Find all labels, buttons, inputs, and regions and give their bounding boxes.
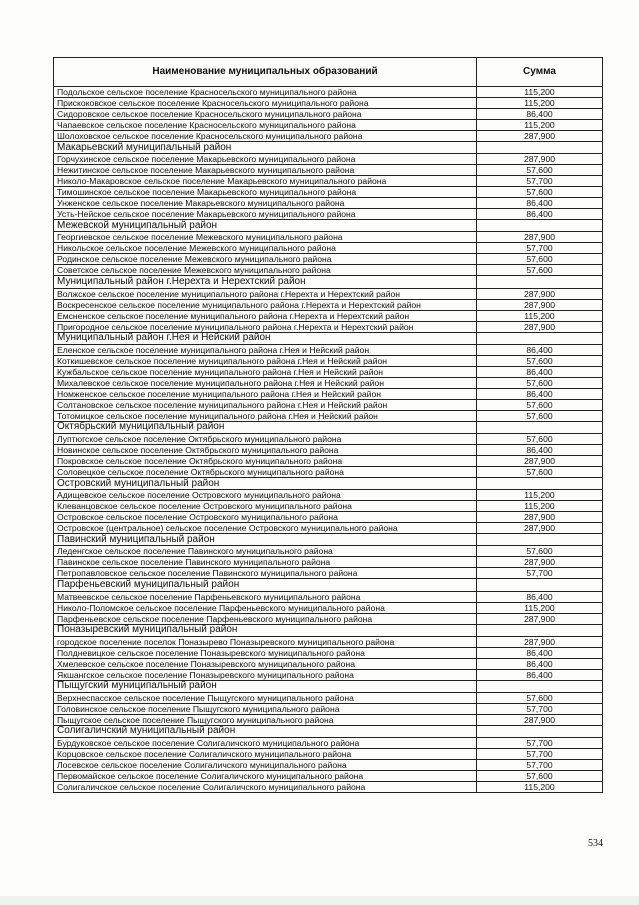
sum-cell: 57,600: [477, 433, 603, 444]
sum-cell: [477, 579, 603, 591]
table-row: [54, 714, 603, 725]
settlement-name: Пригородное сельское поселение муниципального района г.Нерехта и Нерехтский район: [54, 321, 477, 332]
sum-cell: 287,900: [477, 714, 603, 725]
allocation-table: [53, 57, 603, 793]
settlement-name: Прискоковское сельское поселение Красносельского муниципального района: [54, 98, 477, 109]
table-row: [54, 209, 603, 220]
settlement-name: городское поселение поселок Поназырево Поназыревского муниципального района: [54, 636, 477, 647]
sum-cell: [477, 534, 603, 546]
settlement-name: Островское (центральное) сельское поселение Островского муниципального района: [54, 523, 477, 534]
settlement-name: Солигаличское сельское поселение Солигаличского муниципального района: [54, 782, 477, 793]
settlement-name: Родинское сельское поселение Межевского муниципального района: [54, 254, 477, 265]
district-name: Пыщугский муниципальный район: [54, 680, 477, 692]
settlement-name: Солтановское сельское поселение муниципального района г.Нея и Нейский район: [54, 399, 477, 410]
table-row: [54, 232, 603, 243]
settlement-name: Никольское сельское поселение Межевского муниципального района: [54, 243, 477, 254]
table-row: [54, 321, 603, 332]
district-name: Октябрьский муниципальный район: [54, 421, 477, 433]
table-row: [54, 466, 603, 477]
settlement-name: Сидоровское сельское поселение Красносельского муниципального района: [54, 109, 477, 120]
header-municipality-name: Наименование муниципальных образований: [54, 58, 477, 87]
sum-cell: 57,700: [477, 176, 603, 187]
table-row: [54, 433, 603, 444]
table-header-row: [54, 58, 603, 87]
settlement-name: Кужбальское сельское поселение муниципального района г.Нея и Нейский район: [54, 366, 477, 377]
table-row: [54, 299, 603, 310]
sum-cell: [477, 276, 603, 288]
settlement-name: Коткишевское сельское поселение муниципального района г.Нея и Нейский район: [54, 355, 477, 366]
table-row: [54, 109, 603, 120]
sum-cell: 86,400: [477, 444, 603, 455]
sum-cell: 57,700: [477, 760, 603, 771]
district-group-row: [54, 276, 603, 288]
sum-cell: [477, 142, 603, 154]
table-row: [54, 176, 603, 187]
sum-cell: 86,400: [477, 366, 603, 377]
sum-cell: 57,600: [477, 546, 603, 557]
table-row: [54, 243, 603, 254]
settlement-name: Тотомицкое сельское поселение муниципального района г.Нея и Нейский район: [54, 410, 477, 421]
sum-cell: 57,600: [477, 692, 603, 703]
district-group-row: [54, 725, 603, 737]
settlement-name: Петропавловское сельское поселение Павинского муниципального района: [54, 568, 477, 579]
district-name: Парфеньевский муниципальный район: [54, 579, 477, 591]
settlement-name: Михалевское сельское поселение муниципального района г.Нея и Нейский район: [54, 377, 477, 388]
sum-cell: 57,600: [477, 466, 603, 477]
table-row: [54, 198, 603, 209]
settlement-name: Георгиевское сельское поселение Межевского муниципального района: [54, 232, 477, 243]
district-group-row: [54, 332, 603, 344]
sum-cell: 57,600: [477, 265, 603, 276]
sum-cell: 287,900: [477, 613, 603, 624]
district-name: Островский муниципальный район: [54, 477, 477, 489]
sum-cell: [477, 220, 603, 232]
sum-cell: 57,700: [477, 738, 603, 749]
district-group-row: [54, 624, 603, 636]
settlement-name: Соловецкое сельское поселение Октябрьского муниципального района: [54, 466, 477, 477]
settlement-name: Емсненское сельское поселение муниципального района г.Нерехта и Нерехтский район: [54, 310, 477, 321]
sum-cell: 115,200: [477, 120, 603, 131]
sum-cell: 287,900: [477, 523, 603, 534]
district-group-row: [54, 421, 603, 433]
settlement-name: Чапаевское сельское поселение Красносельского муниципального района: [54, 120, 477, 131]
sum-cell: 287,900: [477, 232, 603, 243]
settlement-name: Головинское сельское поселение Пыщугского муниципального района: [54, 703, 477, 714]
table-row: [54, 647, 603, 658]
settlement-name: Николо-Макаровское сельское поселение Макарьевского муниципального района: [54, 176, 477, 187]
table-row: [54, 355, 603, 366]
settlement-name: Лосевское сельское поселение Солигаличского муниципального района: [54, 760, 477, 771]
table-row: [54, 131, 603, 142]
table-row: [54, 523, 603, 534]
sum-cell: 57,700: [477, 243, 603, 254]
district-name: Макарьевский муниципальный район: [54, 142, 477, 154]
settlement-name: Хмелевское сельское поселение Поназыревского муниципального района: [54, 658, 477, 669]
table-row: [54, 760, 603, 771]
sum-cell: 115,200: [477, 310, 603, 321]
sum-cell: 57,700: [477, 568, 603, 579]
district-group-row: [54, 534, 603, 546]
sum-cell: 115,200: [477, 87, 603, 98]
sum-cell: 287,900: [477, 288, 603, 299]
settlement-name: Якшангское сельское поселение Поназыревского муниципального района: [54, 669, 477, 680]
table-row: [54, 310, 603, 321]
sum-cell: 57,700: [477, 703, 603, 714]
settlement-name: Корцовское сельское поселение Солигаличского муниципального района: [54, 749, 477, 760]
table-row: [54, 749, 603, 760]
table-row: [54, 490, 603, 501]
settlement-name: Шолоховское сельское поселение Красносельского муниципального района: [54, 131, 477, 142]
table-row: [54, 771, 603, 782]
sum-cell: [477, 624, 603, 636]
header-sum: Сумма: [477, 58, 603, 87]
district-name: Поназыревский муниципальный район: [54, 624, 477, 636]
settlement-name: Еленское сельское поселение муниципального района г.Нея и Нейский район: [54, 344, 477, 355]
sum-cell: 86,400: [477, 658, 603, 669]
settlement-name: Бурдуковское сельское поселение Солигаличского муниципального района: [54, 738, 477, 749]
district-group-row: [54, 680, 603, 692]
table-row: [54, 703, 603, 714]
table-row: [54, 187, 603, 198]
table-row: [54, 377, 603, 388]
sum-cell: 287,900: [477, 321, 603, 332]
scan-edge: [0, 896, 639, 905]
table-row: [54, 265, 603, 276]
sum-cell: 86,400: [477, 344, 603, 355]
sum-cell: 86,400: [477, 388, 603, 399]
sum-cell: 287,900: [477, 299, 603, 310]
sum-cell: 57,600: [477, 399, 603, 410]
settlement-name: Номженское сельское поселение муниципального района г.Нея и Нейский район: [54, 388, 477, 399]
sum-cell: 57,600: [477, 377, 603, 388]
district-name: Муниципальный район г.Нерехта и Нерехтский район: [54, 276, 477, 288]
settlement-name: Парфеньевское сельское поселение Парфеньевского муниципального района: [54, 613, 477, 624]
table-row: [54, 591, 603, 602]
settlement-name: Полдневицкое сельское поселение Поназыревского муниципального района: [54, 647, 477, 658]
settlement-name: Новинское сельское поселение Октябрьского муниципального района: [54, 444, 477, 455]
district-name: Межевской муниципальный район: [54, 220, 477, 232]
sum-cell: 287,900: [477, 154, 603, 165]
settlement-name: Унженское сельское поселение Макарьевского муниципального района: [54, 198, 477, 209]
settlement-name: Пыщугское сельское поселение Пыщугского муниципального района: [54, 714, 477, 725]
district-group-row: [54, 477, 603, 489]
table-row: [54, 568, 603, 579]
table-row: [54, 692, 603, 703]
sum-cell: 57,600: [477, 410, 603, 421]
table-row: [54, 636, 603, 647]
table-row: [54, 410, 603, 421]
sum-cell: 287,900: [477, 455, 603, 466]
district-group-row: [54, 220, 603, 232]
district-group-row: [54, 579, 603, 591]
sum-cell: 115,200: [477, 98, 603, 109]
settlement-name: Адищевское сельское поселение Островского муниципального района: [54, 490, 477, 501]
settlement-name: Николо-Поломское сельское поселение Парфеньевского муниципального района: [54, 602, 477, 613]
table-row: [54, 165, 603, 176]
table-row: [54, 288, 603, 299]
table-row: [54, 557, 603, 568]
table-row: [54, 738, 603, 749]
sum-cell: 287,900: [477, 557, 603, 568]
table-row: [54, 399, 603, 410]
table-body: [54, 87, 603, 793]
settlement-name: Советское сельское поселение Межевского муниципального района: [54, 265, 477, 276]
sum-cell: 86,400: [477, 198, 603, 209]
sum-cell: [477, 421, 603, 433]
settlement-name: Клеванцовское сельское поселение Островского муниципального района: [54, 501, 477, 512]
settlement-name: Нежитинское сельское поселение Макарьевского муниципального района: [54, 165, 477, 176]
table-row: [54, 501, 603, 512]
settlement-name: Первомайское сельское поселение Солигаличского муниципального района: [54, 771, 477, 782]
sum-cell: [477, 332, 603, 344]
sum-cell: 86,400: [477, 109, 603, 120]
sum-cell: 115,200: [477, 782, 603, 793]
table-row: [54, 613, 603, 624]
table-row: [54, 344, 603, 355]
sum-cell: 86,400: [477, 669, 603, 680]
sum-cell: 287,900: [477, 131, 603, 142]
sum-cell: 115,200: [477, 501, 603, 512]
sum-cell: 57,600: [477, 187, 603, 198]
table-row: [54, 455, 603, 466]
sum-cell: [477, 477, 603, 489]
sum-cell: 115,200: [477, 490, 603, 501]
page-number: 534: [588, 838, 603, 849]
sum-cell: [477, 680, 603, 692]
table-row: [54, 87, 603, 98]
sum-cell: [477, 725, 603, 737]
table-row: [54, 366, 603, 377]
settlement-name: Луптюгское сельское поселение Октябрьского муниципального района: [54, 433, 477, 444]
table-row: [54, 602, 603, 613]
district-group-row: [54, 142, 603, 154]
settlement-name: Усть-Нейское сельское поселение Макарьевского муниципального района: [54, 209, 477, 220]
settlement-name: Подольское сельское поселение Красносельского муниципального района: [54, 87, 477, 98]
table-row: [54, 669, 603, 680]
table-row: [54, 98, 603, 109]
sum-cell: 57,600: [477, 165, 603, 176]
sum-cell: 57,600: [477, 355, 603, 366]
district-name: Павинский муниципальный район: [54, 534, 477, 546]
table-row: [54, 120, 603, 131]
table-row: [54, 154, 603, 165]
table-row: [54, 444, 603, 455]
settlement-name: Павинское сельское поселение Павинского муниципального района: [54, 557, 477, 568]
settlement-name: Верхнеспасское сельское поселение Пыщугского муниципального района: [54, 692, 477, 703]
table-row: [54, 658, 603, 669]
settlement-name: Тимошинское сельское поселение Макарьевского муниципального района: [54, 187, 477, 198]
table-row: [54, 254, 603, 265]
table-row: [54, 546, 603, 557]
settlement-name: Леденгское сельское поселение Павинского муниципального района: [54, 546, 477, 557]
table-row: [54, 388, 603, 399]
district-name: Солигаличский муниципальный район: [54, 725, 477, 737]
settlement-name: Волжское сельское поселение муниципального района г.Нерехта и Нерехтский район: [54, 288, 477, 299]
settlement-name: Островское сельское поселение Островского муниципального района: [54, 512, 477, 523]
settlement-name: Горчухинское сельское поселение Макарьевского муниципального района: [54, 154, 477, 165]
sum-cell: 57,600: [477, 771, 603, 782]
district-name: Муниципальный район г.Нея и Нейский район: [54, 332, 477, 344]
sum-cell: 287,900: [477, 512, 603, 523]
table-row: [54, 512, 603, 523]
settlement-name: Матвеевское сельское поселение Парфеньевского муниципального района: [54, 591, 477, 602]
sum-cell: 57,700: [477, 749, 603, 760]
settlement-name: Воскресенское сельское поселение муниципального района г.Нерехта и Нерехтский район: [54, 299, 477, 310]
sum-cell: 57,600: [477, 254, 603, 265]
sum-cell: 86,400: [477, 209, 603, 220]
sum-cell: 115,200: [477, 602, 603, 613]
table-row: [54, 782, 603, 793]
settlement-name: Покровское сельское поселение Октябрьского муниципального района: [54, 455, 477, 466]
sum-cell: 86,400: [477, 591, 603, 602]
sum-cell: 86,400: [477, 647, 603, 658]
sum-cell: 287,900: [477, 636, 603, 647]
